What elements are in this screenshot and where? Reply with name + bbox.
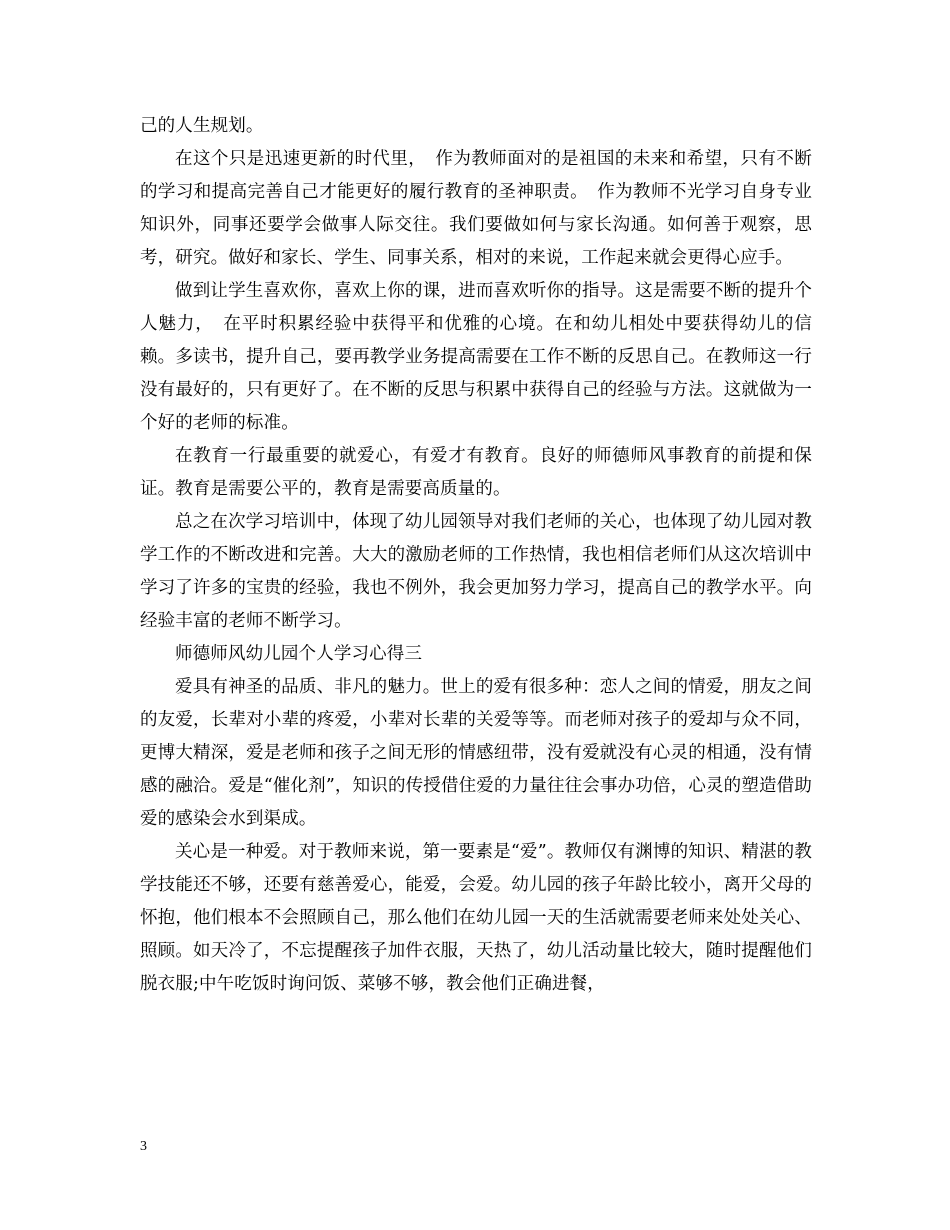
paragraph: 关心是一种爱。对于教师来说，第一要素是“爱”。教师仅有渊博的知识、精湛的教学技能还不够，还要有慈善爱心，能爱，会爱。幼儿园的孩子年龄比较小，离开父母的怀抱，他们根本不会照顾自己，那么他们在幼儿园一天的生活就需要老师来处处关心、照顾。如天冷了，不忘提醒孩子加件衣服，天热了，幼儿活动量比较大，随时提醒他们脱衣服;中午吃饭时询问饭、菜够不够，教会他们正确进餐，	[140, 842, 812, 994]
document-body	[140, 110, 812, 1001]
paragraph: 爱具有神圣的品质、非凡的魅力。世上的爱有很多种：恋人之间的情爱，朋友之间的友爱，长辈对小辈的疼爱，小辈对长辈的关爱等等。而老师对孩子的爱却与众不同，更博大精深，爱是老师和孩子之间无形的情感纽带，没有爱就没有心灵的相通，没有情感的融洽。爱是“催化剂”，知识的传授借住爱的力量往往会事办功倍，心灵的塑造借助爱的感染会水到渠成。	[140, 677, 812, 829]
paragraph: 己的人生规划。	[140, 116, 264, 136]
page-number: 3	[140, 1139, 147, 1154]
section-heading: 师德师风幼儿园个人学习心得三	[175, 644, 423, 664]
paragraph: 在这个只是迅速更新的时代里， 作为教师面对的是祖国的未来和希望，只有不断的学习和提高完善自己才能更好的履行教育的圣神职责。 作为教师不光学习自身专业知识外，同事还要学会做事人际交往。我们要做如何与家长沟通。如何善于观察，思考，研究。做好和家长、学生、同事关系，相对的来说，工作起来就会更得心应手。	[140, 149, 812, 268]
paragraph: 在教育一行最重要的就爱心，有爱才有教育。良好的师德师风事教育的前提和保证。教育是需要公平的，教育是需要高质量的。	[140, 446, 812, 499]
paragraph: 总之在次学习培训中，体现了幼儿园领导对我们老师的关心，也体现了幼儿园对教学工作的不断改进和完善。大大的激励老师的工作热情，我也相信老师们从这次培训中学习了许多的宝贵的经验，我也不例外，我会更加努力学习，提高自己的教学水平。向经验丰富的老师不断学习。	[140, 512, 812, 631]
paragraph: 做到让学生喜欢你，喜欢上你的课，进而喜欢听你的指导。这是需要不断的提升个人魅力， 在平时积累经验中获得平和优雅的心境。在和幼儿相处中要获得幼儿的信赖。多读书，提升自己，要再教学业务提高需要在工作不断的反思自己。在教师这一行没有最好的，只有更好了。在不断的反思与积累中获得自己的经验与方法。这就做为一个好的老师的标准。	[140, 281, 812, 433]
